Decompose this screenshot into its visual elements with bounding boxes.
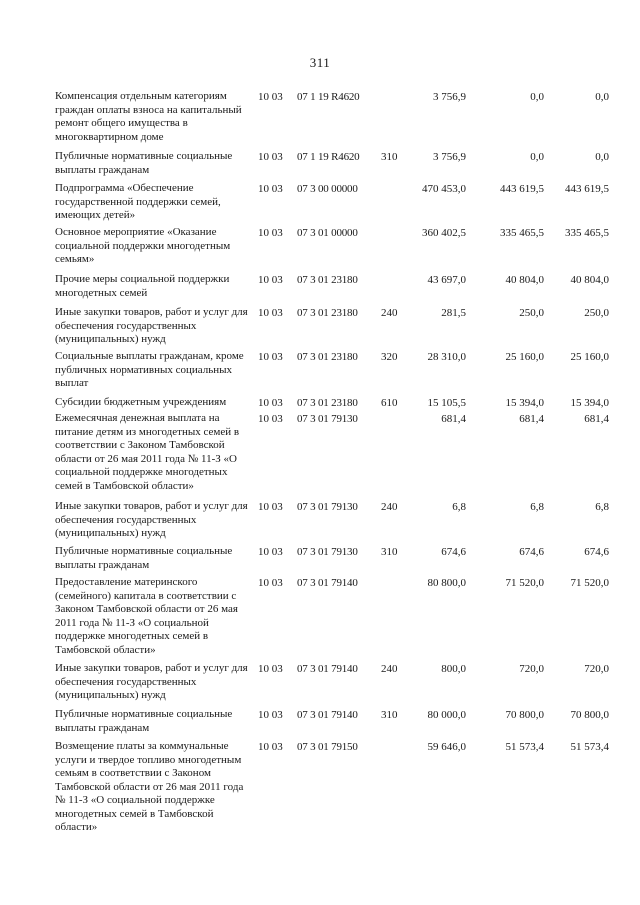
row-target-article: 07 3 01 23180 [297,397,358,409]
table-row [0,396,640,409]
row-section-code: 10 03 [258,151,283,163]
row-name: Возмещение платы за коммунальные услуги и твердое топливо многодетным семьям в соответствии с Законом Тамбовской области от 26 мая 2011 года № 11-З «О социальной поддержке многодетных семей в Тамбовской области» [55,740,244,833]
row-expense-type: 240 [381,501,398,513]
row-amount-year3: 335 465,5 [565,227,609,239]
row-amount-year2: 250,0 [519,307,544,319]
row-name: Иные закупки товаров, работ и услуг для обеспечения государственных (муниципальных) нужд [55,662,248,701]
row-section-code: 10 03 [258,709,283,721]
row-name: Иные закупки товаров, работ и услуг для обеспечения государственных (муниципальных) нужд [55,500,248,539]
row-name: Предоставление материнского (семейного) капитала в соответствии с Законом Тамбовской области от 26 мая 2011 года № 11-З «О социальной поддержке многодетных семей в Тамбовской области» [55,576,238,656]
row-amount-year2: 0,0 [530,151,544,163]
table-row [0,182,640,221]
row-name: Подпрограмма «Обеспечение государственной поддержки семей, имеющих детей» [55,182,221,221]
row-target-article: 07 3 01 79140 [297,577,358,589]
row-section-code: 10 03 [258,351,283,363]
row-amount-year3: 51 573,4 [570,741,609,753]
row-amount-year3: 0,0 [595,151,609,163]
row-section-code: 10 03 [258,91,283,103]
row-amount-year1: 681,4 [441,413,466,425]
row-target-article: 07 1 19 R4620 [297,91,360,103]
table-row [0,273,640,299]
table-row [0,500,640,539]
row-amount-year3: 0,0 [595,91,609,103]
row-section-code: 10 03 [258,741,283,753]
row-amount-year3: 674,6 [584,546,609,558]
row-amount-year2: 681,4 [519,413,544,425]
row-amount-year1: 15 105,5 [427,397,466,409]
row-section-code: 10 03 [258,227,283,239]
row-expense-type: 610 [381,397,398,409]
row-target-article: 07 3 01 79140 [297,709,358,721]
row-expense-type: 320 [381,351,398,363]
row-name: Основное мероприятие «Оказание социальной поддержки многодетным семьям» [55,226,231,265]
table-row [0,545,640,571]
row-target-article: 07 3 01 00000 [297,227,358,239]
row-name: Публичные нормативные социальные выплаты гражданам [55,545,233,571]
row-amount-year1: 28 310,0 [427,351,466,363]
row-name: Публичные нормативные социальные выплаты гражданам [55,708,233,734]
table-row [0,306,640,345]
row-expense-type: 310 [381,709,398,721]
row-target-article: 07 3 01 23180 [297,351,358,363]
table-row [0,90,640,143]
row-amount-year2: 6,8 [530,501,544,513]
row-section-code: 10 03 [258,397,283,409]
row-name: Социальные выплаты гражданам, кроме публичных нормативных социальных выплат [55,350,244,389]
row-target-article: 07 3 01 23180 [297,307,358,319]
row-amount-year2: 720,0 [519,663,544,675]
row-amount-year1: 6,8 [452,501,466,513]
table-row [0,662,640,701]
row-section-code: 10 03 [258,546,283,558]
row-amount-year1: 3 756,9 [433,91,466,103]
row-name: Прочие меры социальной поддержки многодетных семей [55,273,230,299]
row-target-article: 07 3 01 23180 [297,274,358,286]
row-amount-year1: 43 697,0 [427,274,466,286]
row-amount-year2: 51 573,4 [505,741,544,753]
table-row [0,708,640,734]
row-amount-year3: 6,8 [595,501,609,513]
row-name: Субсидии бюджетным учреждениям [55,396,227,408]
row-amount-year2: 0,0 [530,91,544,103]
row-amount-year3: 250,0 [584,307,609,319]
row-target-article: 07 3 01 79150 [297,741,358,753]
row-amount-year2: 25 160,0 [505,351,544,363]
table-row [0,150,640,176]
row-amount-year2: 40 804,0 [505,274,544,286]
row-amount-year3: 720,0 [584,663,609,675]
row-amount-year3: 681,4 [584,413,609,425]
row-target-article: 07 3 00 00000 [297,183,358,195]
row-target-article: 07 3 01 79130 [297,501,358,513]
row-target-article: 07 3 01 79140 [297,663,358,675]
row-name: Ежемесячная денежная выплата на питание детям из многодетных семей в соответствии с Законом Тамбовской области от 26 мая 2011 года № 11-З «О социальной поддержке многодетных семей в Тамбовской области» [55,412,240,492]
row-section-code: 10 03 [258,663,283,675]
table-row [0,226,640,265]
row-amount-year1: 3 756,9 [433,151,466,163]
row-expense-type: 240 [381,307,398,319]
row-amount-year1: 80 800,0 [427,577,466,589]
row-amount-year3: 25 160,0 [570,351,609,363]
row-section-code: 10 03 [258,274,283,286]
table-row [0,412,640,492]
row-amount-year1: 470 453,0 [422,183,466,195]
page-number: 311 [309,55,331,70]
row-amount-year1: 59 646,0 [427,741,466,753]
row-amount-year3: 70 800,0 [570,709,609,721]
row-amount-year1: 800,0 [441,663,466,675]
row-section-code: 10 03 [258,413,283,425]
row-amount-year2: 443 619,5 [500,183,544,195]
row-amount-year1: 674,6 [441,546,466,558]
row-amount-year3: 443 619,5 [565,183,609,195]
row-expense-type: 310 [381,151,398,163]
row-amount-year2: 674,6 [519,546,544,558]
row-target-article: 07 3 01 79130 [297,546,358,558]
table-row [0,350,640,389]
row-name: Компенсация отдельным категориям граждан оплаты взноса на капитальный ремонт общего имущества в многоквартирном доме [55,90,242,143]
row-name: Публичные нормативные социальные выплаты гражданам [55,150,233,176]
row-amount-year1: 80 000,0 [427,709,466,721]
row-name: Иные закупки товаров, работ и услуг для обеспечения государственных (муниципальных) нужд [55,306,248,345]
row-amount-year1: 281,5 [441,307,466,319]
row-expense-type: 310 [381,546,398,558]
table-row [0,740,640,833]
row-section-code: 10 03 [258,183,283,195]
row-section-code: 10 03 [258,501,283,513]
row-target-article: 07 3 01 79130 [297,413,358,425]
table-row [0,576,640,656]
row-amount-year2: 70 800,0 [505,709,544,721]
row-amount-year2: 335 465,5 [500,227,544,239]
row-section-code: 10 03 [258,577,283,589]
row-amount-year1: 360 402,5 [422,227,466,239]
row-amount-year2: 71 520,0 [505,577,544,589]
row-expense-type: 240 [381,663,398,675]
row-amount-year3: 40 804,0 [570,274,609,286]
row-amount-year3: 15 394,0 [570,397,609,409]
row-section-code: 10 03 [258,307,283,319]
row-target-article: 07 1 19 R4620 [297,151,360,163]
row-amount-year3: 71 520,0 [570,577,609,589]
row-amount-year2: 15 394,0 [505,397,544,409]
